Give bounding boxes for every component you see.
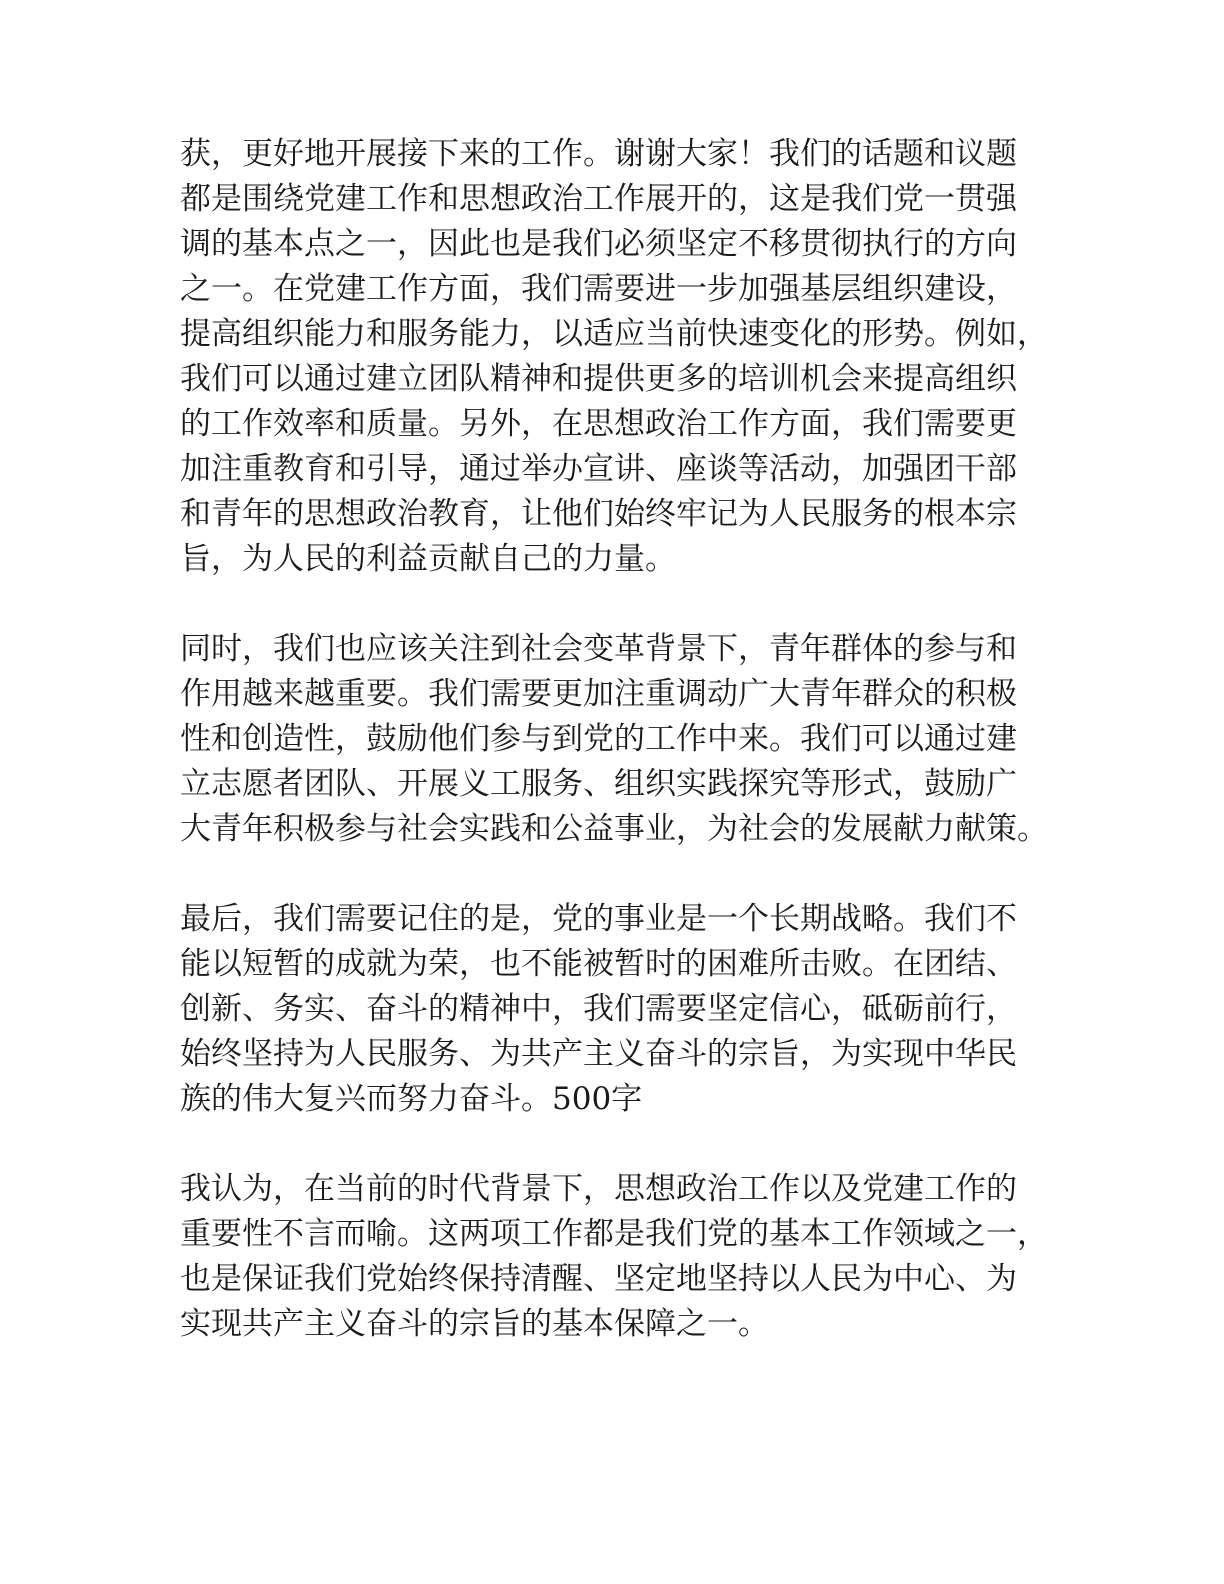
paragraph-1 — [180, 132, 1048, 582]
paragraph-2 — [180, 627, 1048, 852]
text-line: 始终坚持为人民服务、为共产主义奋斗的宗旨，为实现中华民 — [180, 1036, 1017, 1072]
text-line: 大青年积极参与社会实践和公益事业，为社会的发展献力献策。 — [180, 811, 1048, 847]
text-line: 最后，我们需要记住的是，党的事业是一个长期战略。我们不 — [180, 901, 1017, 937]
text-line: 我认为，在当前的时代背景下，思想政治工作以及党建工作的 — [180, 1171, 1017, 1207]
text-line: 提高组织能力和服务能力，以适应当前快速变化的形势。例如， — [180, 316, 1048, 352]
text-line: 能以短暂的成就为荣，也不能被暂时的困难所击败。在团结、 — [180, 946, 1017, 982]
text-line: 同时，我们也应该关注到社会变革背景下，青年群体的参与和 — [180, 631, 1017, 667]
text-line: 作用越来越重要。我们需要更加注重调动广大青年群众的积极 — [180, 676, 1017, 712]
text-line: 族的伟大复兴而努力奋斗。500字 — [180, 1081, 643, 1117]
text-line: 和青年的思想政治教育，让他们始终牢记为人民服务的根本宗 — [180, 496, 1017, 532]
text-line: 实现共产主义奋斗的宗旨的基本保障之一。 — [180, 1306, 769, 1342]
text-line: 也是保证我们党始终保持清醒、坚定地坚持以人民为中心、为 — [180, 1261, 1017, 1297]
text-line: 都是围绕党建工作和思想政治工作展开的，这是我们党一贯强 — [180, 181, 1017, 217]
text-line: 创新、务实、奋斗的精神中，我们需要坚定信心，砥砺前行， — [180, 991, 1017, 1027]
text-line: 之一。在党建工作方面，我们需要进一步加强基层组织建设， — [180, 271, 1017, 307]
text-line: 立志愿者团队、开展义工服务、组织实践探究等形式，鼓励广 — [180, 766, 1017, 802]
paragraph-3 — [180, 897, 1040, 1122]
document-page — [180, 132, 1048, 1392]
text-line: 加注重教育和引导，通过举办宣讲、座谈等活动，加强团干部 — [180, 451, 1017, 487]
text-line: 我们可以通过建立团队精神和提供更多的培训机会来提高组织 — [180, 361, 1017, 397]
text-line: 性和创造性，鼓励他们参与到党的工作中来。我们可以通过建 — [180, 721, 1017, 757]
text-line: 获，更好地开展接下来的工作。谢谢大家！我们的话题和议题 — [180, 136, 1017, 172]
text-line: 旨，为人民的利益贡献自己的力量。 — [180, 541, 676, 577]
paragraph-4 — [180, 1167, 1048, 1347]
text-line: 重要性不言而喻。这两项工作都是我们党的基本工作领域之一， — [180, 1216, 1048, 1252]
text-line: 调的基本点之一，因此也是我们必须坚定不移贯彻执行的方向 — [180, 226, 1017, 262]
text-line: 的工作效率和质量。另外，在思想政治工作方面，我们需要更 — [180, 406, 1017, 442]
